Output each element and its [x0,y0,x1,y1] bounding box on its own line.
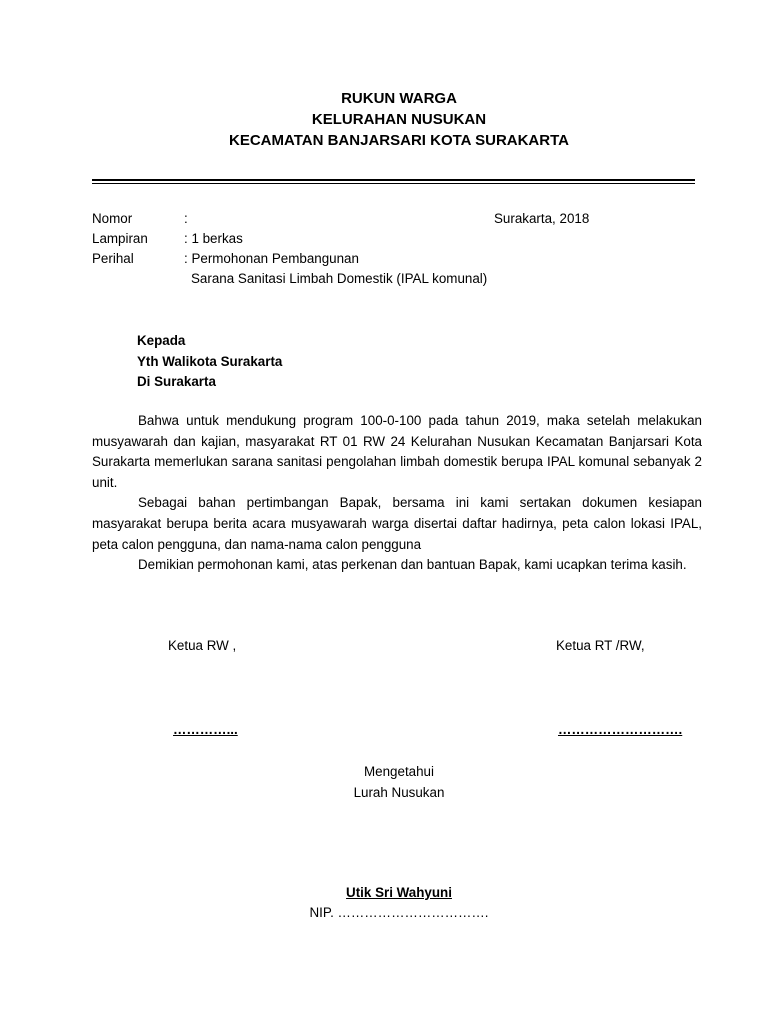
lampiran-label: Lampiran [92,231,148,246]
signature-title-rw: Ketua RW , [168,638,237,653]
official-signature [0,883,768,923]
meta-row-lampiran [92,229,702,249]
signature-title-rt: Ketua RT /RW, [556,638,645,653]
official-name: Utik Sri Wahyuni [346,885,452,900]
body-paragraph-1: Bahwa untuk mendukung program 100-0-100 pada tahun 2019, maka setelah melakukan musyawarah dan kajian, masyarakat RT 01 RW 24 Kelurahan Nusukan Kecamatan Banjarsari Kota Surakarta memerlukan sarana sanitasi pengolahan limbah domestik berupa IPAL komunal sebanyak 2 unit. [92,413,702,490]
recipient-salutation: Kepada [137,333,186,348]
header-divider-thin [92,183,695,184]
letterhead-kecamatan: KECAMATAN BANJARSARI KOTA SURAKARTA [229,132,569,149]
letterhead-org: RUKUN WARGA [341,90,457,107]
official-nip: NIP. ……………………………. [309,905,489,920]
recipient-address [137,331,282,393]
letterhead [0,88,768,151]
acknowledge-label: Mengetahui [364,764,434,779]
perihal-label: Perihal [92,251,134,266]
lampiran-value: : 1 berkas [184,231,243,246]
perihal-value: : Permohonan Pembangunan [184,251,359,266]
signature-name-rt: ………………………. [558,722,683,737]
perihal-continuation: Sarana Sanitasi Limbah Domestik (IPAL komunal) [191,271,488,286]
meta-row-nomor [92,209,702,229]
letter-date: Surakarta, 2018 [494,211,590,226]
meta-row-perihal [92,249,702,269]
signature-name-rw: …………... [173,722,238,737]
acknowledge-office: Lurah Nusukan [353,785,445,800]
letterhead-kelurahan: KELURAHAN NUSUKAN [311,111,487,128]
body-paragraph-2: Sebagai bahan pertimbangan Bapak, bersama ini kami sertakan dokumen kesiapan masyarakat berupa berita acara musyawarah warga disertai daftar hadirnya, peta calon lokasi IPAL, peta calon pengguna, dan nama-nama calon pengguna [92,495,702,552]
letter-body [92,411,702,576]
recipient-location: Di Surakarta [137,374,216,389]
nomor-label: Nomor [92,211,133,226]
acknowledgement [0,761,768,803]
recipient-name: Yth Walikota Surakarta [137,353,283,369]
header-divider-thick [92,179,695,181]
nomor-value: : [184,211,188,226]
letter-meta [92,209,702,289]
body-paragraph-3: Demikian permohonan kami, atas perkenan dan bantuan Bapak, kami ucapkan terima kasih. [138,557,687,573]
meta-row-perihal-cont [92,269,702,289]
